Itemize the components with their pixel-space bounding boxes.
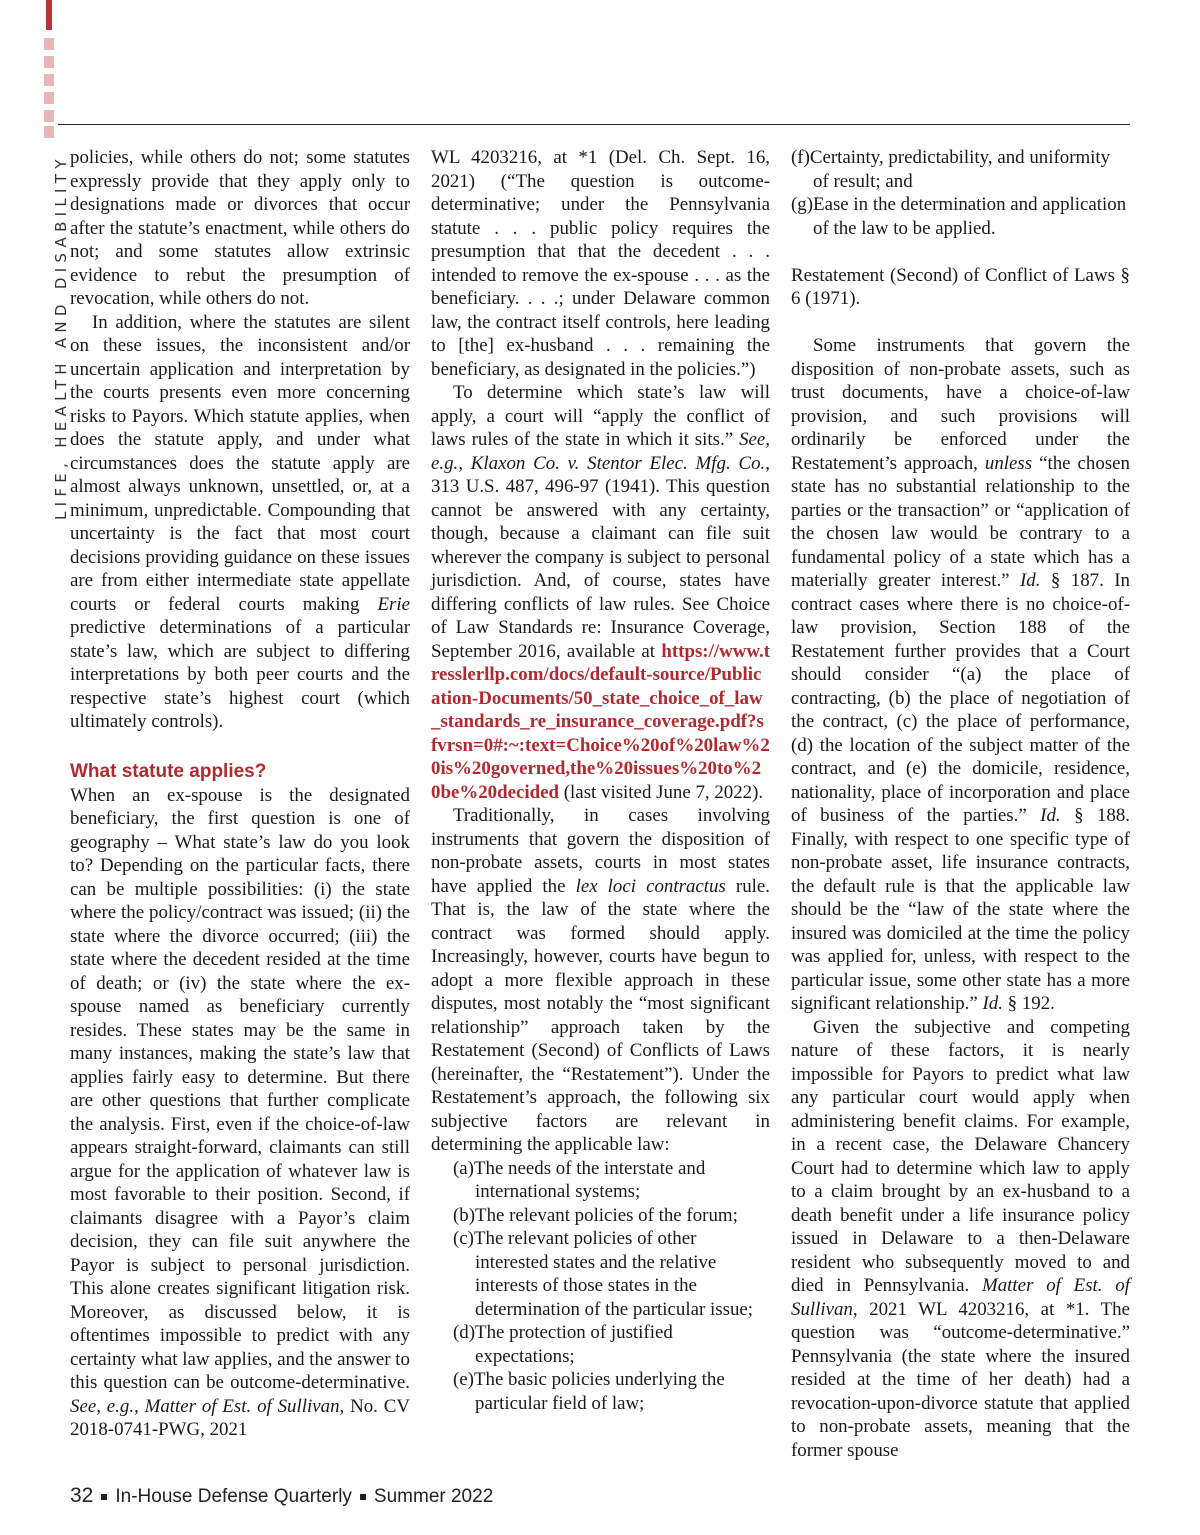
paragraph: Given the subjective and competing nature of these factors, it is nearly impossible for Payors to predict what law any particular court would apply when administering benefit claims. For example, in a recent case, the Delaware Chancery Court had to determine which law to apply to a claim brought by an ex-husband to a death benefit under a life insurance policy issued in Delaware to a then-Delaware resident who subsequently moved to and died in Pennsylvania. Matter of Est. of Sullivan, 2021 WL 4203216, at *1. The question was “outcome-determinative.” Pennsylvania (the state where the insured resided at the time of her death) had a revocation-upon-divorce statute that applied to non-probate assets, meaning that the former spouse: [791, 1016, 1130, 1461]
list-item: (g)Ease in the determination and application of the law to be applied.: [791, 194, 1127, 239]
paragraph: When an ex-spouse is the designated beneficiary, the first question is one of geography – What state’s law do you look to? Depending on the particular facts, there can be multiple possibilities: (i) the state where the policy/contract was issued; (ii) the state where the divorce occurred; (iii) the state where the decedent resided at the time of death; or (iv) the state where the ex-spouse named as beneficiary currently resides. These states may be the same in many instances, making the state’s law that applies fairly easy to determine. But there are other questions that further complicate the analysis. First, even if the choice-of-law appears straight-forward, claimants can still argue for the application of whatever law is most favorable to their position. Second, if claimants disagree with a Payor’s claim decision, they can file suit anywhere the Payor is subject to personal jurisdiction. This alone creates significant litigation risk. Moreover, as discussed below, it is oftentimes impossible to predict with any certainty what law applies, and the answer to this question can be outcome-determinative. See, e.g., Matter of Est. of Sullivan, No. CV 2018-0741-PWG, 2021: [70, 784, 410, 1440]
list-item: (d)The protection of justified expectations;: [453, 1322, 673, 1367]
column-2: [431, 146, 770, 1415]
issue-date: Summer 2022: [373, 1486, 494, 1507]
bullet-square-icon: [101, 1494, 107, 1500]
paragraph: policies, while others do not; some statutes expressly provide that they apply only to designations made or divorces that occur after the statute’s enactment, while others do not; and some statutes allow extrinsic evidence to rebut the presumption of revocation, while others do not.: [70, 147, 410, 309]
list-item: (f)Certainty, predictability, and uniformity of result; and: [791, 147, 1111, 192]
column-1: [70, 146, 410, 1442]
factor-list: [791, 146, 1130, 240]
list-item: (a)The needs of the interstate and international systems;: [453, 1157, 706, 1202]
edge-bar-segment: [44, 74, 54, 86]
edge-bar-segment: [44, 92, 54, 104]
paragraph: Traditionally, in cases involving instruments that govern the disposition of non-probate assets, courts in most states have applied the lex loci contractus rule. That is, the law of the state where the contract was formed should apply. Increasingly, however, courts have begun to adopt a more flexible approach in these disputes, most notably the “most significant relationship” approach taken by the Restatement (Second) of Conflicts of Laws (hereinafter, the “Restatement”). Under the Restatement’s approach, the following six subjective factors are relevant in determining the applicable law:: [431, 805, 770, 1155]
edge-bar-segment: [44, 126, 54, 138]
bullet-square-icon: [360, 1494, 366, 1500]
page-number: 32: [70, 1484, 94, 1507]
factor-list: [431, 1157, 770, 1416]
paragraph: WL 4203216, at *1 (Del. Ch. Sept. 16, 2021) (“The question is outcome-determinative; under the Pennsylvania statute . . . public policy requires the presumption that that the decedent . . . intended to remove the ex-spouse . . . as the beneficiary. . . .; under Delaware common law, the contract itself controls, here leading to [the] ex-husband . . . remaining the beneficiary, as designated in the policies.”): [431, 147, 770, 380]
edge-bar-segment: [44, 38, 54, 50]
page-footer: [70, 1484, 493, 1508]
edge-color-bar: [40, 0, 58, 140]
section-heading: What statute applies?: [70, 760, 267, 782]
edge-bar-solid: [46, 0, 52, 30]
edge-bar-segment: [44, 56, 54, 68]
citation: Restatement (Second) of Conflict of Laws § 6 (1971).: [791, 264, 1130, 309]
reference-link[interactable]: https://www.tresslerllp.com/docs/default-source/Publication-Documents/50_state_choice_of_law_standards_re_insurance_coverage.pdf?sfvrsn=0#:~:text=Choice%20of%20law%20is%20governed,the%20issues%20to%20be%20decided: [431, 640, 770, 803]
publication-title: In-House Defense Quarterly: [115, 1486, 352, 1507]
column-3: [791, 146, 1130, 1462]
edge-bar-segment: [44, 110, 54, 122]
paragraph: Some instruments that govern the disposition of non-probate assets, such as trust documents, have a choice-of-law provision, and such provisions will ordinarily be enforced under the Restatement’s approach, unless “the chosen state has no substantial relationship to the parties or the transaction” or “application of the chosen law would be contrary to a fundamental policy of a state which has a materially greater interest.” Id. § 187. In contract cases where there is no choice-of-law provision, Section 188 of the Restatement further provides that a Court should consider “(a) the place of contracting, (b) the place of negotiation of the contract, (c) the place of performance, (d) the location of the subject matter of the contract, and (e) the domicile, residence, nationality, place of incorporation and place of business of the parties.” Id. § 188. Finally, with respect to one specific type of non-probate asset, life insurance contracts, the default rule is that the applicable law should be the “law of the state where the insured was domiciled at the time the policy was applied for, unless, with respect to the particular issue, some other state has a more significant relationship.” Id. § 192.: [791, 335, 1130, 1014]
list-item: (e)The basic policies underlying the particular field of law;: [453, 1369, 725, 1414]
paragraph: In addition, where the statutes are silent on these issues, the inconsistent and/or uncertain application and interpretation by the courts presents even more concerning risks to Payors. Which statute applies, when does the statute apply, and under what circumstances does the statute apply are almost always unknown, unsettled, or, at a minimum, unpredictable. Compounding that uncertainty is the fact that most court decisions providing guidance on these issues are from either intermediate state appellate courts or federal courts making Erie predictive determinations of a particular state’s law, which are subject to differing interpretations by both peer courts and the respective state’s highest court (which ultimately controls).: [70, 311, 410, 732]
section-side-label: LIFE, HEALTH AND DISABILITY: [52, 154, 70, 520]
paragraph: To determine which state’s law will apply, a court will “apply the conflict of laws rules of the state in which it sits.” See, e.g., Klaxon Co. v. Stentor Elec. Mfg. Co., 313 U.S. 487, 496-97 (1941). This question cannot be answered with any certainty, though, because a claimant can file suit wherever the company is subject to personal jurisdiction. And, of course, states have differing conflicts of law rules. See Choice of Law Standards re: Insurance Coverage, September 2016, available at https://www.tresslerllp.com/docs/default-source/Publication-Documents/50_state_choice_of_law_standards_re_insurance_coverage.pdf?sfvrsn=0#:~:text=Choice%20of%20law%20is%20governed,the%20issues%20to%20be%20decided (last visited June 7, 2022).: [431, 382, 770, 803]
header-rule: [58, 124, 1130, 125]
list-item: (c)The relevant policies of other interested states and the relative interests of those states in the determination of the particular issue;: [453, 1228, 754, 1320]
list-item: (b)The relevant policies of the forum;: [453, 1204, 738, 1226]
